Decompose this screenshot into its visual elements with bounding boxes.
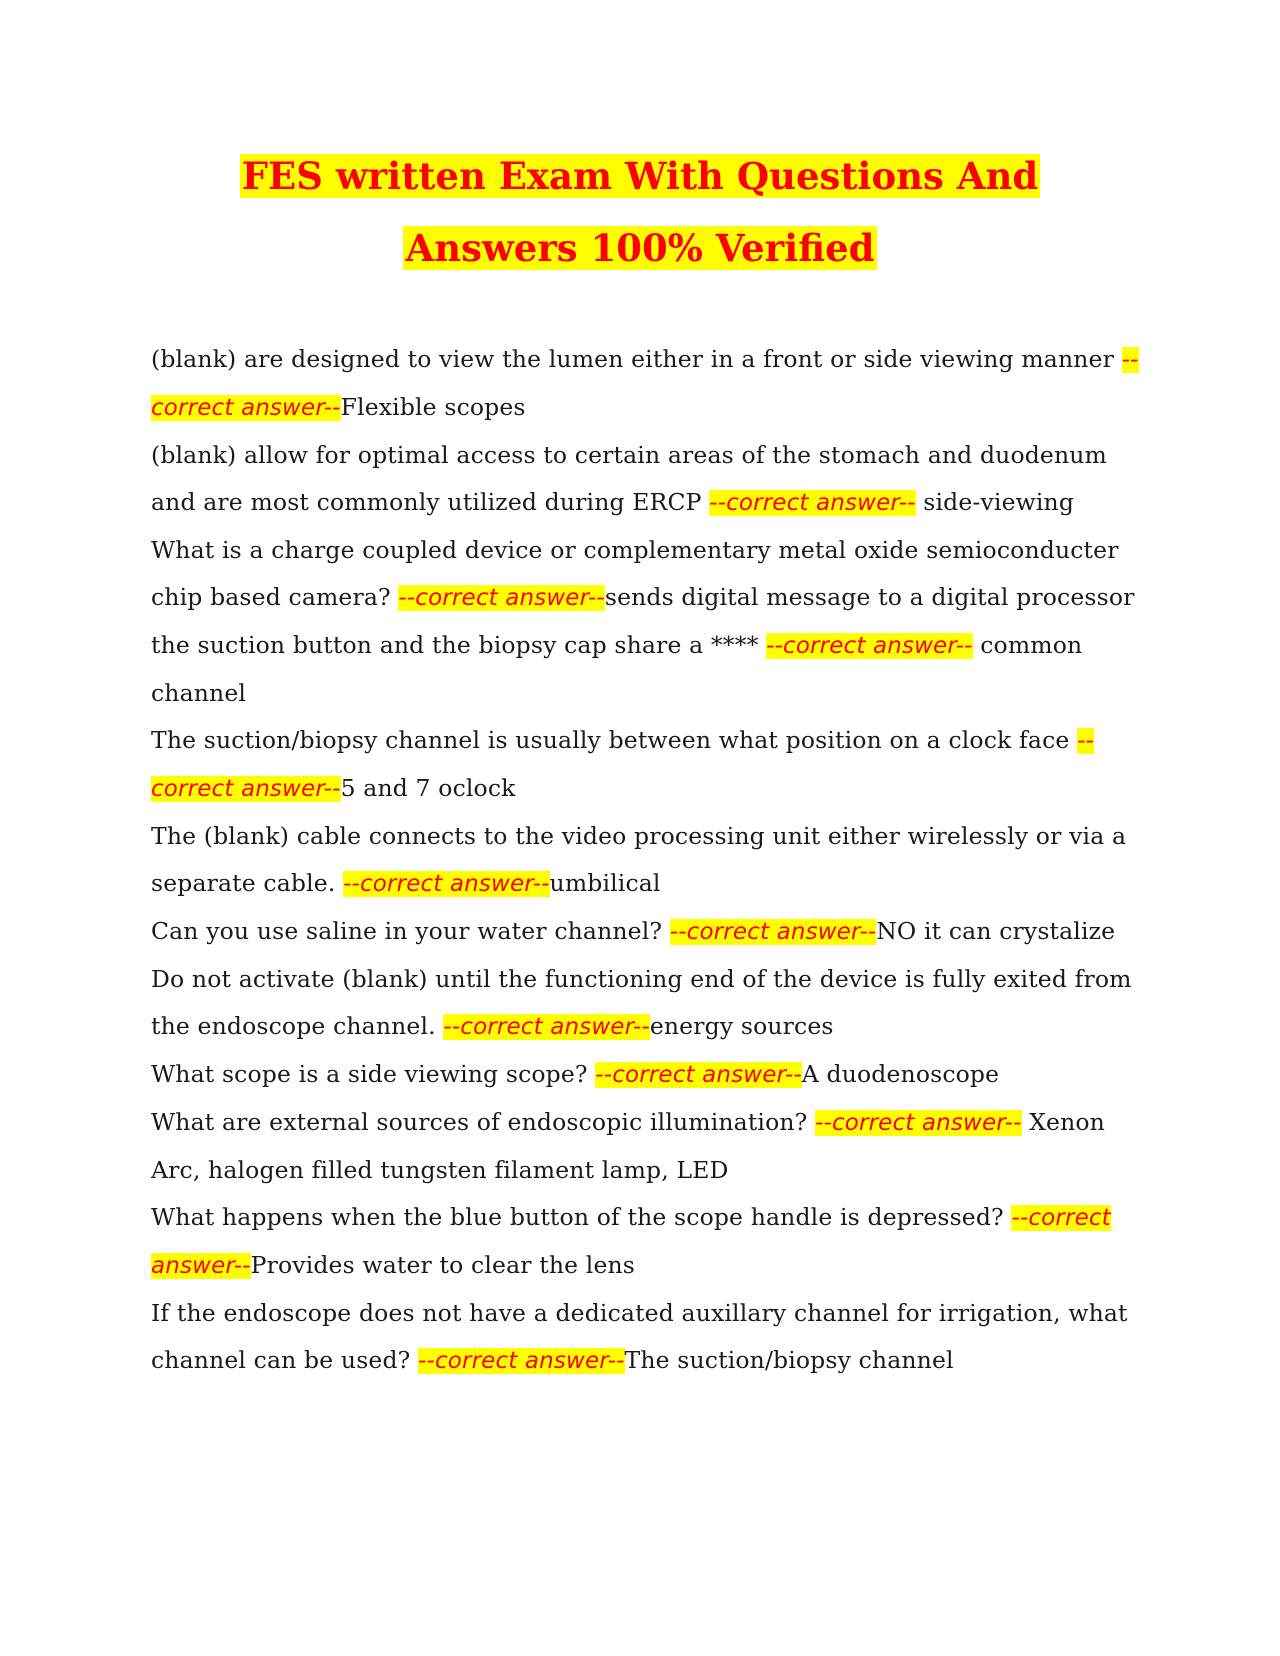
answer-text: Flexible scopes xyxy=(340,393,526,421)
answer-text: sends digital message to a digital processor xyxy=(604,583,1135,611)
title-line-1: FES written Exam With Questions And xyxy=(241,154,1039,198)
correct-answer-marker: --correct answer-- xyxy=(151,347,1139,421)
document-title xyxy=(0,140,1280,284)
qa-item xyxy=(151,1099,1141,1194)
answer-text: umbilical xyxy=(549,869,661,897)
question-text: The (blank) cable connects to the video processing unit either wirelessly or via a separate cable. xyxy=(151,822,1127,897)
qa-item xyxy=(151,622,1141,717)
qa-item xyxy=(151,336,1141,432)
qa-item xyxy=(151,908,1141,956)
correct-answer-marker: --correct answer-- xyxy=(815,1110,1022,1136)
qa-item xyxy=(151,813,1141,908)
correct-answer-marker: --correct answer-- xyxy=(151,1205,1111,1279)
qa-item xyxy=(151,1290,1141,1385)
question-text: (blank) allow for optimal access to certain areas of the stomach and duodenum and are most commonly utilized during ERCP xyxy=(151,441,1107,516)
correct-answer-marker: --correct answer-- xyxy=(766,633,973,659)
correct-answer-marker: --correct answer-- xyxy=(151,728,1094,802)
question-text: What happens when the blue button of the scope handle is depressed? xyxy=(151,1203,1012,1231)
question-text: Do not activate (blank) until the functioning end of the device is fully exited from the endoscope channel. xyxy=(151,965,1132,1040)
question-text: (blank) are designed to view the lumen either in a front or side viewing manner xyxy=(151,345,1122,373)
answer-text: A duodenoscope xyxy=(801,1060,1000,1088)
question-text: What scope is a side viewing scope? xyxy=(151,1060,596,1088)
answer-text: Provides water to clear the lens xyxy=(250,1251,636,1279)
correct-answer-marker: --correct answer-- xyxy=(418,1348,625,1374)
answer-text: 5 and 7 oclock xyxy=(340,774,516,802)
answer-text: side-viewing xyxy=(915,488,1075,516)
correct-answer-marker: --correct answer-- xyxy=(709,490,916,516)
correct-answer-marker: --correct answer-- xyxy=(343,871,550,897)
qa-item xyxy=(151,1194,1141,1290)
qa-item xyxy=(151,527,1141,622)
question-text: The suction/biopsy channel is usually between what position on a clock face xyxy=(151,726,1078,754)
correct-answer-marker: --correct answer-- xyxy=(595,1062,802,1088)
answer-text: NO it can crystalize xyxy=(876,917,1116,945)
correct-answer-marker: --correct answer-- xyxy=(398,585,605,611)
qa-item xyxy=(151,717,1141,813)
qa-item xyxy=(151,432,1141,527)
title-line-2: Answers 100% Verified xyxy=(405,226,875,270)
correct-answer-marker: --correct answer-- xyxy=(443,1014,650,1040)
answer-text: The suction/biopsy channel xyxy=(624,1346,954,1374)
answer-text: common channel xyxy=(151,631,1083,707)
question-text: the suction button and the biopsy cap share a **** xyxy=(151,631,767,659)
question-text: What are external sources of endoscopic illumination? xyxy=(151,1108,816,1136)
correct-answer-marker: --correct answer-- xyxy=(669,919,877,945)
question-text: Can you use saline in your water channel? xyxy=(151,917,670,945)
answer-text: Xenon Arc, halogen filled tungsten filament lamp, LED xyxy=(151,1108,1105,1184)
question-text: What is a charge coupled device or complementary metal oxide semioconducter chip based camera? xyxy=(151,536,1119,611)
qa-item xyxy=(151,956,1141,1051)
qa-item xyxy=(151,1051,1141,1099)
answer-text: energy sources xyxy=(649,1012,834,1040)
question-text: If the endoscope does not have a dedicated auxillary channel for irrigation, what channel can be used? xyxy=(151,1299,1128,1374)
question-answer-list xyxy=(151,336,1141,1385)
